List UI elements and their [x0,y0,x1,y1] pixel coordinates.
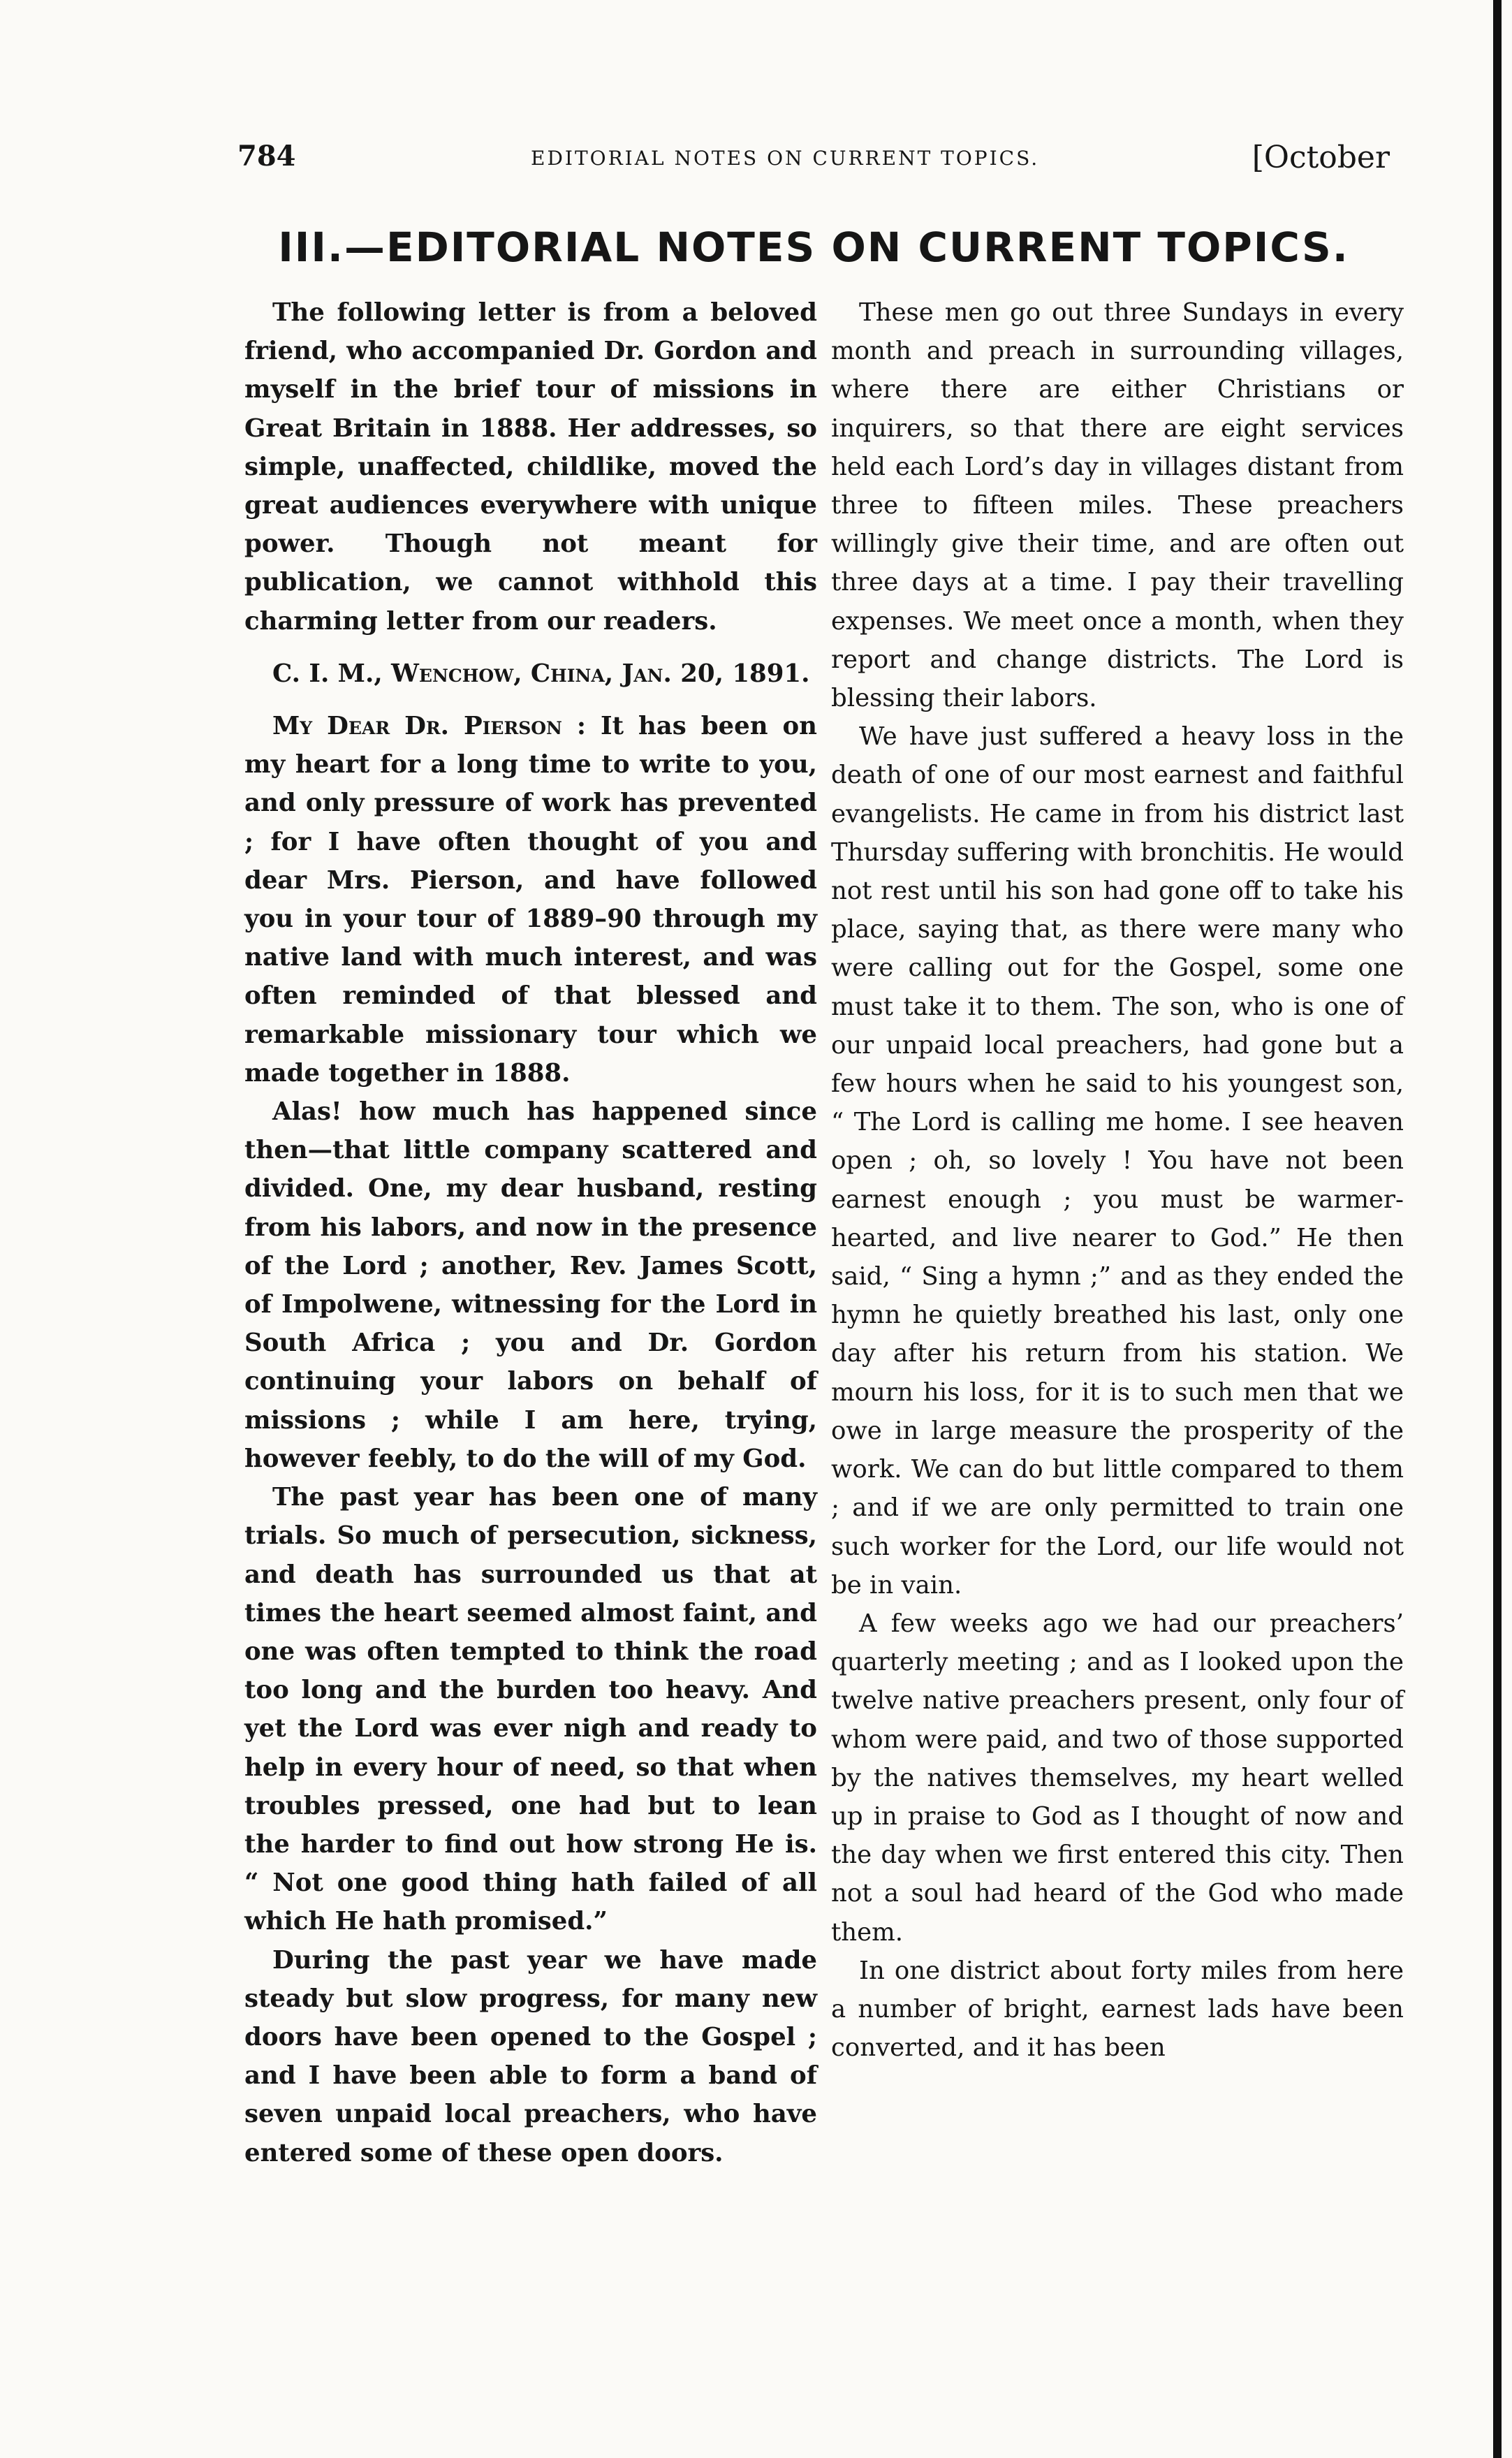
letter-paragraph-3: The past year has been one of many trials. So much of persecution, sickness, and death has surrounded us that at times the heart seemed almost faint, and one was often tempted to think the road too long and the burden too heavy. And yet the Lord was ever nigh and ready to help in every hour of need, so that when troubles pressed, one had but to lean the harder to find out how strong He is. “ Not one good thing hath failed of all which He hath promised.” [244,1483,817,1936]
page-header [237,140,1390,182]
letter-paragraph-7: A few weeks ago we had our preachers’ quarterly meeting ; and as I looked upon the twelve native preachers present, only four of whom were paid, and two of those supported by the natives themselves, my heart welled up in praise to God as I thought of now and the day when we first entered this city. Then not a soul had heard of the God who made them. [831,1609,1404,1947]
intro-paragraph: The following letter is from a beloved friend, who accompanied Dr. Gordon and myself in the brief tour of missions in Great Britain in 1888. Her addresses, so simple, unaffected, childlike, moved the great audiences everywhere with unique power. Though not meant for publication, we cannot withhold this charming letter from our readers. [244,298,817,636]
letter-paragraph-1-text: It has been on my heart for a long time to write to you, and only pressure of work has prevented ; for I have often thought of you and dear Mrs. Pierson, and have followed you in your tour of 1889–90 through my native land with much interest, and was often reminded of that blessed and remarkable missionary tour which we made together in 1888. [244,712,817,1088]
running-head-month: [October [1252,140,1390,175]
letter-salutation: My Dear Dr. Pierson : [272,712,586,741]
running-head: EDITORIAL NOTES ON CURRENT TOPICS. [531,147,1040,170]
letter-paragraph-8: In one district about forty miles from here a number of bright, earnest lads have been converted, and it has been [831,1956,1404,2063]
letter-paragraph-2: Alas! how much has happened since then—that little company scattered and divided. One, my dear husband, resting from his labors, and now in the presence of the Lord ; another, Rev. James Scott, of Impolwene, witnessing for the Lord in South Africa ; you and Dr. Gordon continuing your labors on behalf of missions ; while I am here, trying, however feebly, to do the will of my God. [244,1097,817,1473]
letter-paragraph-6: We have just suffered a heavy loss in the death of one of our most earnest and faithful evangelists. He came in from his district last Thursday suffering with bronchitis. He would not rest until his son had gone off to take his place, saying that, as there were many who were calling out for the Gospel, some one must take it to them. The son, who is one of our unpaid local preachers, had gone but a few hours when he said to his youngest son, “ The Lord is calling me home. I see heaven open ; oh, so lovely ! You have not been earnest enough ; you must be warmer-hearted, and live nearer to God.” He then said, “ Sing a hymn ;” and as they ended the hymn he quietly breathed his last, only one day after his return from his station. We mourn his loss, for it is to such men that we owe in large measure the prosperity of the work. We can do but little compared to them ; and if we are only permitted to train one such worker for the Lord, our life would not be in vain. [831,722,1404,1600]
letter-paragraph-4: During the past year we have made steady but slow progress, for many new doors have been opened to the Gospel ; and I have been able to form a band of seven unpaid local preachers, who have entered some of these open doors. [244,1945,817,2167]
page-edge-rule [1493,0,1502,2458]
section-title: III.—EDITORIAL NOTES ON CURRENT TOPICS. [278,224,1349,271]
letter-paragraph-1 [244,707,817,1092]
letter-paragraph-5: These men go out three Sundays in every month and preach in surrounding villages, where there are either Christians or inquirers, so that there are eight services held each Lord’s day in villages distant from three to fifteen miles. These preachers willingly give their time, and are often out three days at a time. I pay their travelling expenses. We meet once a month, when they report and change districts. The Lord is blessing their labors. [831,298,1404,713]
page-number: 784 [237,140,296,173]
right-column [831,293,1404,2067]
letter-dateline: C. I. M., Wenchow, China, Jan. 20, 1891. [272,659,810,688]
left-column [244,293,817,2172]
